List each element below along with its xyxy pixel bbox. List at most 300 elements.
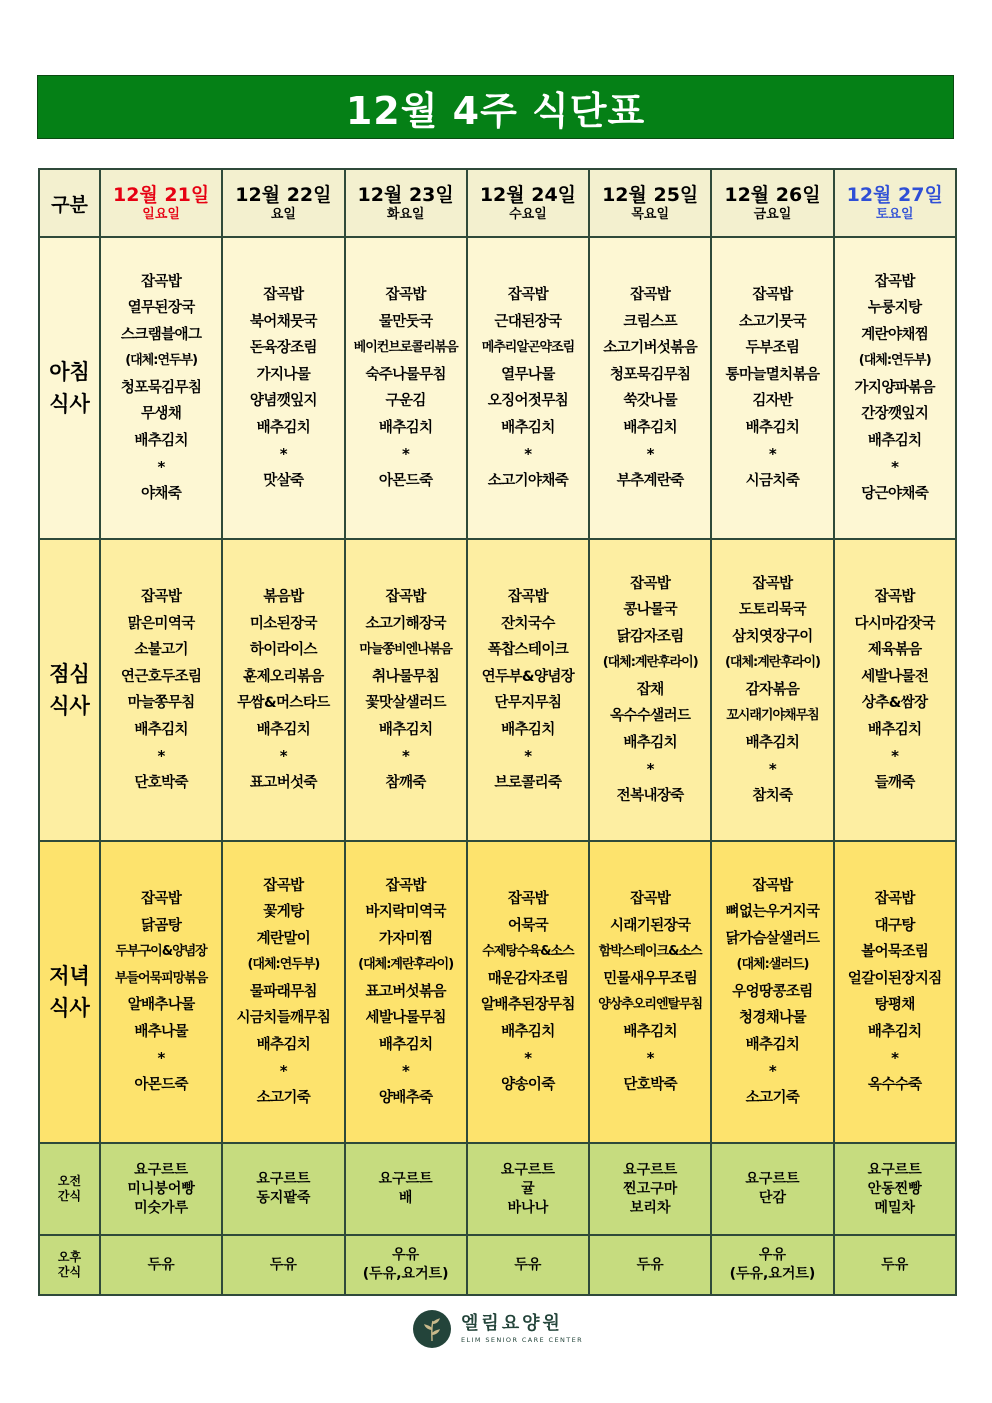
menu-item: 잡곡밥 [385,287,426,303]
row-label: 간식 [57,1265,82,1279]
menu-item: (대체:계란후라이) [724,655,820,671]
menu-list [101,584,221,796]
header-day-cell [222,169,344,237]
snack-list [346,1246,466,1284]
day-date: 12월 22일 [235,184,332,206]
menu-item: (대체:연두부) [858,353,931,369]
menu-item: 뼈없는우거지국 [725,904,820,921]
menu-item: 삼치엿장구이 [732,628,813,645]
menu-item: * [402,445,410,463]
snack-item: 우유 [392,1247,420,1263]
snack-list [223,1256,343,1275]
row-label-cell [39,539,100,841]
header-label: 구분 [51,193,88,216]
menu-item: 들깨죽 [874,774,915,791]
logo-text [461,1313,583,1345]
menu-item: 가지나물 [256,366,311,383]
header-day-cell [589,169,711,237]
menu-item: 배추김치 [378,419,433,436]
menu-item: 연근호두조림 [120,668,202,685]
snack-item: 바나나 [507,1199,549,1216]
header-day-cell [345,169,467,237]
snack-list [835,1256,955,1275]
menu-item: 소고기죽 [745,1089,800,1106]
row-label-cell [39,1235,100,1295]
day-date: 12월 24일 [479,184,577,206]
menu-item: 배추김치 [623,734,678,751]
menu-item: 양배추죽 [378,1089,433,1106]
menu-list [712,873,832,1112]
snack-item: 요구르트 [134,1161,189,1178]
menu-item: * [402,1062,410,1081]
menu-item: 잡곡밥 [141,589,182,605]
menu-item: * [891,458,899,477]
menu-item: 돈육장조림 [249,340,317,356]
menu-item: 배추김치 [623,419,678,436]
menu-item: 배추김치 [867,721,922,738]
menu-item: 알배추된장무침 [481,997,575,1013]
menu-item: 크림스프 [623,313,678,330]
menu-item: 단호박죽 [623,1076,678,1093]
snack-list [590,1256,710,1275]
menu-item: (대체:계란후라이) [602,655,698,671]
menu-item: 누룽지탕 [867,300,922,317]
menu-item: * [524,445,532,463]
menu-item: 탕평채 [874,997,915,1013]
snack-item: 두유 [147,1256,175,1273]
header-day-cell [100,169,222,237]
menu-item: 북어채뭇국 [249,313,317,330]
row-label-cell [39,237,100,539]
snack-list [468,1161,588,1218]
menu-item: 양념깻잎지 [249,393,317,409]
menu-list [468,282,588,494]
snack-list [346,1170,466,1208]
menu-item: 마늘쫑무침 [127,695,195,711]
menu-item: 가자미찜 [378,930,433,947]
menu-item: 어묵국 [507,917,549,934]
menu-item: 잡곡밥 [752,287,793,303]
menu-item: 제육볶음 [867,642,922,658]
menu-list [835,886,955,1098]
menu-item: 양송이죽 [501,1076,555,1093]
day-date: 12월 25일 [602,184,699,206]
menu-item: 표고버섯볶음 [365,983,446,1000]
menu-item: 세발나물전 [861,668,929,685]
menu-item: 두부조림 [745,340,800,356]
breakfast-row [39,237,956,539]
menu-item: 알배추나물 [127,997,195,1013]
menu-item: 무생채 [141,406,182,423]
menu-item: 꽃게탕 [263,904,304,921]
menu-item: (대체:계란후라이) [358,957,454,973]
menu-item: * [646,445,654,463]
snack-item: (두유,요거트) [729,1266,816,1282]
menu-item: 잡곡밥 [507,589,549,605]
menu-item: * [279,1062,288,1081]
menu-cell [100,539,222,841]
snack-list [101,1256,221,1275]
menu-item: 꼬시래기야채무침 [726,708,819,724]
menu-list [346,584,466,796]
menu-item: 배추김치 [256,721,311,738]
menu-item: 아몬드죽 [134,1076,188,1093]
menu-item: 오징어젓무침 [487,393,569,409]
snack-item: 미숫가루 [134,1199,189,1216]
snack-item: 요구르트 [256,1171,311,1187]
menu-item: 단호박죽 [134,774,188,791]
snack-cell [345,1235,467,1295]
menu-list [223,282,343,494]
menu-item: 쑥갓나물 [623,393,678,409]
menu-item: 통마늘멸치볶음 [725,366,820,383]
menu-item: 잡곡밥 [874,891,915,907]
snack-item: 우유 [758,1247,786,1263]
menu-cell [711,841,833,1143]
menu-item: 닭가슴살샐러드 [725,930,820,947]
menu-item: 소고기해장국 [365,615,446,632]
menu-item: 배추김치 [623,1023,678,1040]
day-date: 12월 23일 [357,184,454,206]
snack-cell [589,1235,711,1295]
snack-item: 요구르트 [867,1161,922,1178]
snack-cell [222,1235,344,1295]
snack-item: 두유 [881,1256,909,1273]
menu-item: 잡곡밥 [385,589,426,605]
menu-item: 매운감자조림 [487,970,569,987]
snack-item: 메밀차 [874,1199,916,1216]
snack-cell [222,1143,344,1235]
menu-item: * [768,445,777,463]
menu-item: 훈제오리볶음 [243,668,324,685]
row-label: 식사 [49,996,90,1020]
menu-cell [100,841,222,1143]
menu-item: 가지양파볶음 [854,379,935,396]
menu-cell [467,539,589,841]
menu-list [223,873,343,1112]
snack-list [712,1170,832,1208]
day-weekday: 요일 [270,207,296,222]
menu-item: 잡곡밥 [874,273,915,290]
menu-item: 배추김치 [501,1023,555,1040]
menu-cell [711,539,833,841]
menu-cell [834,539,956,841]
menu-item: * [524,747,532,765]
snack-list [712,1246,832,1284]
snack-item: 요구르트 [378,1171,433,1187]
row-label: 식사 [49,694,90,718]
menu-list [346,873,466,1112]
snack-cell [100,1235,222,1295]
snack-list [590,1161,710,1218]
menu-item: 닭감자조림 [616,628,684,645]
header-day-cell [711,169,833,237]
menu-cell [345,841,467,1143]
menu-item: 표고버섯죽 [249,774,317,791]
menu-item: 배추김치 [256,1036,311,1053]
menu-list [835,269,955,508]
menu-item: 배추김치 [501,419,555,436]
menu-item: * [646,760,654,779]
menu-item: 소고기뭇국 [738,313,806,330]
menu-item: 두부구이&양념장 [115,944,207,959]
menu-item: 잡곡밥 [874,589,915,605]
menu-item: 간장깻잎지 [861,406,929,423]
dinner-row [39,841,956,1143]
menu-item: 김자반 [752,393,793,409]
snack-item: 요구르트 [745,1171,800,1187]
menu-item: 브로콜리죽 [494,774,562,791]
menu-item: 배추김치 [501,721,555,738]
header-day-cell [467,169,589,237]
snack-cell [467,1143,589,1235]
menu-item: 맛살죽 [263,472,304,489]
menu-cell [467,841,589,1143]
snack-cell [345,1143,467,1235]
snack-item: 보리차 [629,1199,671,1216]
menu-list [590,886,710,1098]
snack-item: 동지팥죽 [256,1190,311,1206]
menu-item: * [157,458,165,477]
menu-item: 청경채나물 [738,1010,806,1027]
menu-item: 숙주나물무침 [365,366,446,383]
menu-item: 배추김치 [867,432,922,449]
facility-name: 엘림요양원 [461,1313,563,1334]
snack-pm-row [39,1235,956,1295]
title-banner [37,75,954,139]
row-label: 식사 [49,392,90,416]
menu-item: 수제탕수육&소스 [482,944,574,959]
day-date: 12월 27일 [846,184,943,206]
menu-item: 소불고기 [134,642,188,658]
row-label: 아침 [49,360,90,384]
menu-item: 얼갈이된장지짐 [847,970,942,987]
menu-item: 메추리알곤약조림 [481,340,575,355]
menu-list [468,584,588,796]
page-title: 12월 4주 식단표 [345,88,646,133]
snack-item: 배 [398,1190,413,1206]
menu-item: * [279,445,288,463]
menu-item: 볶음밥 [263,589,304,605]
menu-item: 열무나물 [501,366,555,383]
snack-am-row [39,1143,956,1235]
menu-item: * [279,747,288,765]
menu-cell [222,841,344,1143]
menu-item: 소고기야채죽 [487,472,569,489]
menu-list [101,269,221,508]
menu-item: 양상추오리엔탈무침 [598,997,703,1012]
menu-item: 잡곡밥 [507,287,549,303]
snack-list [223,1170,343,1208]
menu-item: 연두부&양념장 [481,668,575,685]
facility-name-en: ELIM SENIOR CARE CENTER [461,1336,584,1344]
day-date: 12월 26일 [724,184,821,206]
day-weekday: 금요일 [753,207,792,222]
menu-item: * [768,1062,777,1081]
menu-item: 배추김치 [256,419,311,436]
menu-item: 부들어묵피망볶음 [114,970,208,986]
menu-item: 바지락미역국 [365,904,446,921]
row-label: 간식 [57,1189,82,1203]
menu-list [101,886,221,1098]
snack-cell [100,1143,222,1235]
menu-item: 배추김치 [134,721,188,738]
menu-item: 잡곡밥 [141,273,182,290]
menu-item: 배추김치 [134,432,188,449]
menu-item: 잡곡밥 [507,891,549,907]
menu-item: 마늘쫑비엔나볶음 [359,642,452,657]
menu-item: 다시마감잣국 [854,615,935,632]
menu-item: 하이라이스 [249,642,317,658]
menu-item: 배추김치 [378,1036,433,1053]
menu-item: 베이컨브로콜리볶음 [353,340,458,355]
menu-item: 단무지무침 [494,695,562,711]
menu-item: 콩나물국 [623,602,678,619]
menu-item: 무쌈&머스타드 [237,695,330,711]
menu-cell [834,237,956,539]
footer-logo [413,1308,593,1350]
row-label: 오후 [57,1250,82,1264]
menu-item: 미소된장국 [249,615,317,632]
menu-item: 참깨죽 [385,774,426,791]
menu-item: 잡채 [636,681,664,698]
menu-cell [222,237,344,539]
snack-item: 미니붕어빵 [127,1180,195,1197]
menu-item: 잡곡밥 [630,575,671,592]
day-weekday: 토요일 [875,207,914,222]
header-label-cell [39,169,100,237]
menu-item: 열무된장국 [127,300,195,317]
snack-list [468,1256,588,1275]
menu-item: 소고기버섯볶음 [603,340,698,356]
menu-item: 배추나물 [134,1023,188,1040]
snack-item: 두유 [269,1256,297,1273]
menu-item: 닭곰탕 [141,917,182,934]
menu-item: 잡곡밥 [630,287,671,303]
menu-item: 계란야채찜 [861,326,929,343]
menu-item: 청포묵김무침 [609,366,691,383]
snack-cell [834,1143,956,1235]
menu-item: 도토리묵국 [738,602,806,619]
menu-item: * [524,1049,532,1067]
menu-list [590,571,710,810]
menu-item: (대체:연두부) [247,957,320,973]
menu-cell [589,841,711,1143]
menu-item: 구운김 [385,393,426,409]
snack-item: 두유 [636,1256,664,1273]
menu-item: 야채죽 [141,485,182,502]
menu-item: 볼어묵조림 [861,944,929,960]
menu-item: 부추계란죽 [616,472,684,489]
menu-item: * [402,747,410,765]
menu-item: 꽃맛살샐러드 [365,695,446,711]
menu-cell [345,237,467,539]
menu-item: * [891,1049,899,1067]
snack-item: 안동찐빵 [867,1180,922,1197]
day-weekday: 목요일 [631,207,670,222]
menu-item: (대체:샐러드) [736,957,809,973]
menu-item: 폭찹스테이크 [487,642,569,658]
snack-item: 찐고구마 [623,1180,678,1197]
menu-item: 전복내장죽 [616,787,684,804]
menu-cell [345,539,467,841]
snack-cell [467,1235,589,1295]
menu-item: 배추김치 [745,419,800,436]
menu-item: 우엉땅콩조림 [732,983,813,1000]
menu-item: 잡곡밥 [263,287,304,303]
menu-item: 계란말이 [256,930,311,947]
menu-item: 당근야채죽 [861,485,929,502]
snack-item: 단감 [758,1190,786,1206]
menu-item: * [891,747,899,765]
menu-cell [711,237,833,539]
menu-table [38,168,957,1296]
menu-item: 배추김치 [745,1036,800,1053]
menu-item: 잡곡밥 [752,575,793,592]
menu-item: 취나물무침 [372,668,440,685]
menu-item: 시금치죽 [745,472,800,489]
menu-item: 대구탕 [874,917,915,934]
menu-list [468,886,588,1098]
menu-item: 배추김치 [745,734,800,751]
menu-item: 상추&쌈장 [861,695,928,711]
day-weekday: 일요일 [142,207,180,222]
menu-item: 시래기된장국 [609,917,691,934]
snack-item: 두유 [514,1256,542,1273]
menu-list [835,584,955,796]
lunch-row [39,539,956,841]
menu-cell [589,539,711,841]
menu-item: 배추김치 [867,1023,922,1040]
row-label: 저녁 [49,964,90,988]
header-row [39,169,956,237]
menu-item: 감자볶음 [745,681,800,698]
snack-cell [834,1235,956,1295]
menu-item: 함박스테이크&소스 [598,944,702,959]
snack-list [835,1161,955,1218]
menu-list [590,282,710,494]
menu-cell [467,237,589,539]
menu-item: 소고기죽 [256,1089,311,1106]
snack-item: 귤 [521,1180,535,1197]
menu-list [223,584,343,796]
snack-item: (두유,요거트) [362,1266,449,1282]
snack-cell [711,1143,833,1235]
leaf-icon [413,1310,451,1348]
row-label-cell [39,1143,100,1235]
menu-item: 옥수수샐러드 [609,708,691,725]
menu-item: 잔치국수 [501,615,555,632]
snack-item: 요구르트 [623,1161,678,1178]
day-date: 12월 21일 [113,184,210,206]
row-label: 오전 [57,1174,82,1188]
menu-list [712,571,832,810]
menu-item: 근대된장국 [494,313,562,330]
menu-item: 물파래무침 [249,983,317,1000]
menu-item: 잡곡밥 [752,877,793,894]
row-label: 점심 [49,662,90,686]
row-label-cell [39,841,100,1143]
menu-item: 옥수수죽 [867,1076,922,1093]
menu-item: 스크램블애그 [120,326,202,343]
menu-item: 맑은미역국 [127,615,195,632]
menu-item: * [157,1049,165,1067]
menu-item: 청포묵김무침 [120,379,202,396]
menu-list [346,282,466,494]
menu-item: * [646,1049,654,1067]
menu-item: (대체:연두부) [125,353,198,369]
menu-cell [222,539,344,841]
